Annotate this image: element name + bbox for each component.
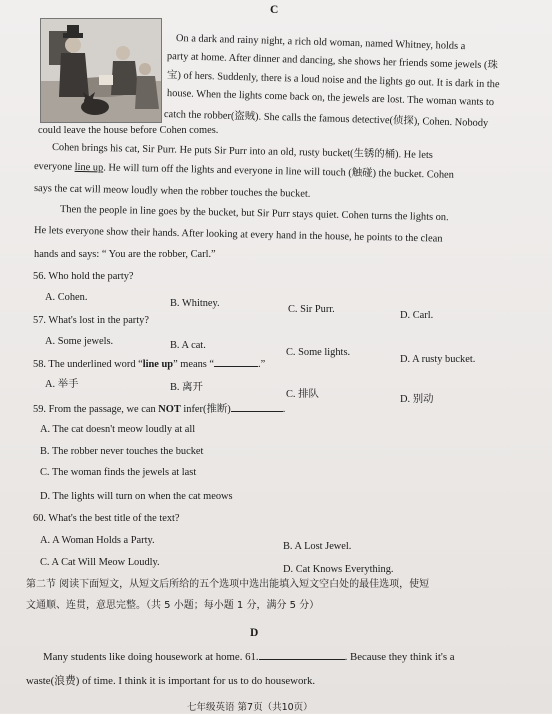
passage-line-6: could leave the house before Cohen comes.: [38, 125, 219, 136]
q60-option-d[interactable]: D. Cat Knows Everything.: [283, 564, 394, 575]
section-d-label: D: [250, 627, 259, 639]
part2-instructions-line-1: 第二节 阅读下面短文，从短文后所给的五个选项中选出能填入短文空白处的最佳选项，使短: [26, 579, 430, 590]
q59-stem-end: .: [282, 404, 286, 415]
section-c-label: C: [270, 4, 279, 16]
q59-stem: [33, 402, 285, 416]
page-footer: 七年级英语 第7页（共10页）: [187, 702, 313, 713]
q58-option-d[interactable]: D. 别动: [400, 394, 434, 405]
passage-line-7: Cohen brings his cat, Sir Purr. He puts Sir Purr into an old, rusty bucket(生锈的桶). He lets: [51, 142, 433, 161]
passage-line-8-end: . He will turn off the lights and everyone in line will touch (触碰) the bucket. Cohen: [103, 162, 455, 181]
q58-stem-post: ” means “: [173, 359, 215, 370]
q58-option-c[interactable]: C. 排队: [286, 389, 319, 400]
d-passage-line-2: waste(浪费) of time. I think it is important for us to do housework.: [26, 675, 316, 687]
passage-line-9: says the cat will meow loudly when the robber touches the bucket.: [33, 183, 311, 200]
passage-line-2: party at home. After dinner and dancing, she shows her friends some jewels (珠: [166, 51, 498, 72]
detective-illustration: [40, 18, 162, 123]
q57-stem: 57. What's lost in the party?: [33, 315, 149, 326]
q59-stem-pre: 59. From the passage, we can: [33, 404, 159, 415]
passage-line-11: He lets everyone show their hands. After looking at every hand in the house, he points to the clean: [33, 225, 443, 245]
q59-answer-blank[interactable]: [231, 402, 283, 412]
passage-line-5: catch the robber(盗贼). She calls the famous detective(侦探), Cohen. Nobody: [163, 109, 489, 130]
q58-stem-pre: 58. The underlined word “: [33, 359, 143, 370]
q57-option-a[interactable]: A. Some jewels.: [45, 336, 114, 347]
q58-stem-bold: line up: [142, 359, 174, 370]
q58-answer-blank[interactable]: [214, 357, 258, 367]
q56-stem: 56. Who hold the party?: [33, 271, 134, 282]
q59-option-d[interactable]: D. The lights will turn on when the cat meows: [40, 491, 233, 502]
q59-stem-bold: NOT: [158, 404, 181, 415]
blank-61[interactable]: [259, 650, 345, 660]
q56-option-d[interactable]: D. Carl.: [400, 310, 434, 321]
q59-stem-post: infer(推断): [180, 404, 231, 415]
passage-line-8-start: everyone: [33, 161, 73, 173]
passage-line-10: Then the people in line goes by the bucket, but Sir Purr stays quiet. Cohen turns the lights on.: [59, 204, 449, 224]
passage-line-8: [34, 160, 454, 182]
q57-option-b[interactable]: B. A cat.: [170, 340, 206, 351]
q58-option-b[interactable]: B. 离开: [170, 382, 203, 393]
q60-option-c[interactable]: C. A Cat Will Meow Loudly.: [40, 557, 160, 568]
q57-option-d[interactable]: D. A rusty bucket.: [400, 354, 476, 365]
passage-line-1: On a dark and rainy night, a rich old woman, named Whitney, holds a: [175, 33, 466, 53]
q56-option-c[interactable]: C. Sir Purr.: [288, 304, 335, 315]
q57-option-c[interactable]: C. Some lights.: [286, 347, 351, 358]
passage-line-3: 宝) of hers. Suddenly, there is a loud noise and the lights go out. It is dark in the: [166, 70, 500, 91]
d-passage-line-1-pre: Many students like doing housework at home. 61.: [43, 651, 259, 663]
part2-instructions-line-2: 文通顺、连贯，意思完整。（共 5 小题；每小题 1 分，满分 5 分）: [26, 600, 320, 611]
q58-stem: [33, 357, 265, 371]
q60-option-a[interactable]: A. A Woman Holds a Party.: [40, 535, 155, 546]
d-passage-line-1: [43, 650, 455, 664]
q60-stem: 60. What's the best title of the text?: [33, 513, 180, 524]
q56-option-a[interactable]: A. Cohen.: [45, 292, 88, 303]
q59-option-c[interactable]: C. The woman finds the jewels at last: [40, 467, 197, 478]
q60-option-b[interactable]: B. A Lost Jewel.: [283, 541, 352, 552]
q59-option-b[interactable]: B. The robber never touches the bucket: [40, 446, 204, 457]
q56-option-b[interactable]: B. Whitney.: [170, 298, 220, 309]
underlined-line-up: line up: [74, 161, 104, 174]
q58-option-a[interactable]: A. 举手: [45, 379, 79, 390]
passage-line-12: hands and says: “ You are the robber, Carl.”: [34, 249, 216, 260]
d-passage-line-1-post: . Because they think it's a: [344, 651, 455, 663]
q59-option-a[interactable]: A. The cat doesn't meow loudly at all: [40, 424, 196, 435]
q58-stem-end: .”: [258, 359, 266, 370]
passage-line-4: house. When the lights come back on, the jewels are lost. The woman wants to: [166, 88, 495, 109]
